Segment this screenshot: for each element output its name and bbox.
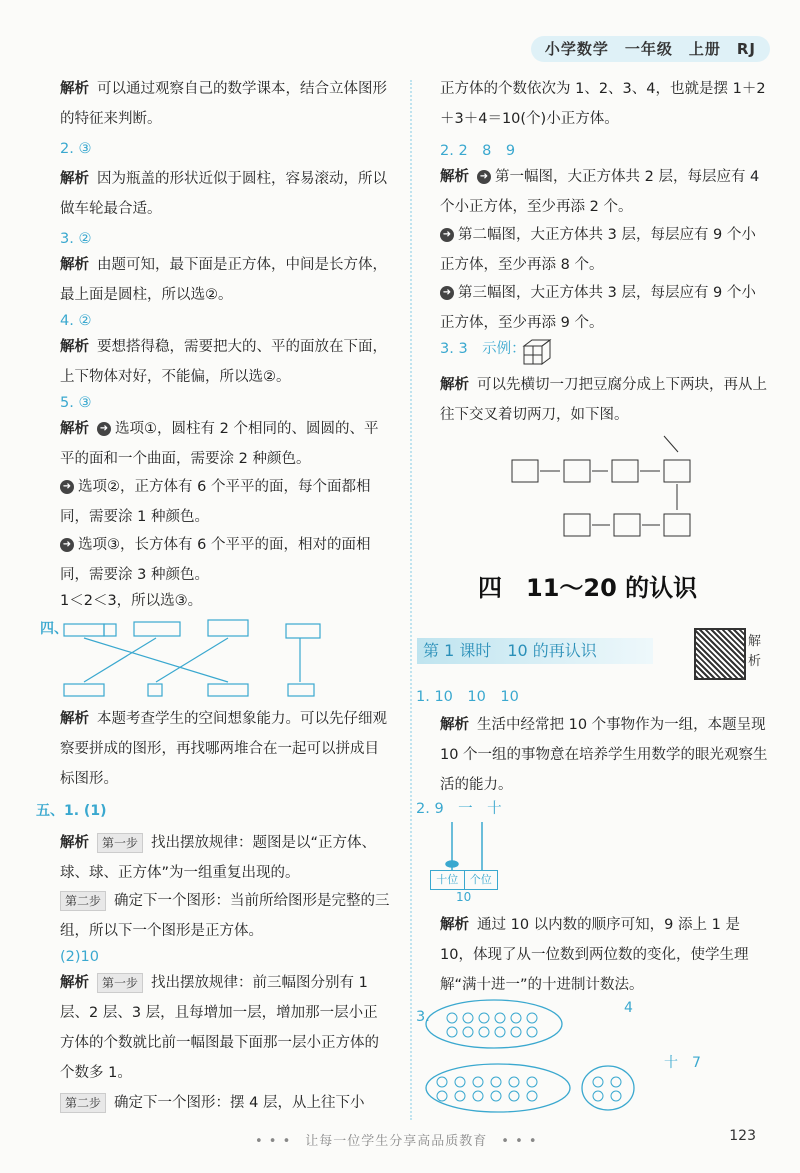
answer: 2. 9 一 十 <box>416 801 502 817</box>
paragraph: 找出摆放规律：题图是以“正方体、球、球、正方体”为一组重复出现的。 <box>60 835 377 881</box>
analysis-label: 解析 <box>60 171 89 187</box>
tens-label: 十位 <box>431 871 465 889</box>
paragraph: 通过 10 以内数的顺序可知，9 添上 1 是 10，体现了从一位数到两位数的变化，使学生理解“满十进一”的十进制计数法。 <box>440 917 749 993</box>
paragraph: 可以通过观察自己的数学课本，结合立体图形的特征来判断。 <box>60 81 387 127</box>
analysis-label: 解析 <box>60 711 89 727</box>
place-value-box <box>430 870 498 890</box>
paragraph: 选项②，正方体有 6 个平平的面，每个面都相同，需要涂 1 种颜色。 <box>60 479 371 525</box>
cube-matching-figure <box>60 616 400 702</box>
text-block <box>440 370 770 430</box>
arrow-icon: ➜ <box>60 538 74 552</box>
footer-slogan: • • • 让每一位学生分享高品质教育 • • • <box>255 1134 538 1149</box>
qr-label: 解析 <box>748 634 762 669</box>
text-block <box>60 1088 390 1118</box>
arrow-icon: ➜ <box>60 480 74 494</box>
answer-seventeen: 十 7 <box>664 1055 701 1071</box>
analysis-label: 解析 <box>440 717 469 733</box>
text-block <box>60 74 390 134</box>
arrow-icon: ➜ <box>477 170 491 184</box>
qr-code[interactable] <box>694 628 746 680</box>
step-badge: 第一步 <box>97 973 143 993</box>
text-block <box>440 278 770 338</box>
step-badge: 第二步 <box>60 1093 106 1113</box>
text-block <box>440 220 770 280</box>
analysis-label: 解析 <box>440 169 469 185</box>
answer: 3. <box>416 1009 430 1025</box>
text-block <box>60 968 390 1088</box>
paragraph: 第一幅图，大正方体共 2 层，每层应有 4 个小正方体，至少再添 2 个。 <box>440 169 760 215</box>
analysis-label: 解析 <box>440 377 469 393</box>
answer: 3. ② <box>60 231 92 247</box>
analysis-label: 解析 <box>60 257 89 273</box>
answer: 3. 3 示例： <box>440 341 526 357</box>
analysis-label: 解析 <box>60 421 89 437</box>
example-cube-icon <box>522 338 552 366</box>
text-block <box>440 910 770 1000</box>
text-block <box>60 828 390 888</box>
ones-label: 个位 <box>469 873 492 886</box>
fruit-grouping-figure <box>422 996 672 1116</box>
paragraph: 选项①，圆柱有 2 个相同的、圆圆的、平平的面和一个曲面，需要涂 2 种颜色。 <box>60 421 379 467</box>
text-block <box>440 710 770 800</box>
paragraph: 本题考查学生的空间想象能力。可以先仔细观察要拼成的图形，再找哪两堆合在一起可以拼成目标图形。 <box>60 711 387 787</box>
section-label: 五、1. (1) <box>36 803 107 819</box>
paragraph: 生活中经常把 10 个事物作为一组，本题呈现 10 个一组的事物意在培养学生用数学的眼光观察生活的能力。 <box>440 717 768 793</box>
analysis-label: 解析 <box>60 339 89 355</box>
answer: (2)10 <box>60 949 99 965</box>
paragraph: 由题可知，最下面是正方体，中间是长方体，最上面是圆柱，所以选②。 <box>60 257 387 303</box>
analysis-label: 解析 <box>60 975 89 991</box>
text-block <box>60 414 390 474</box>
text-block <box>60 704 390 794</box>
paragraph: 第二幅图，大正方体共 3 层，每层应有 9 个小正方体，至少再添 8 个。 <box>440 227 756 273</box>
paragraph: 正方体的个数依次为 1、2、3、4，也就是摆 1＋2＋3＋4＝10(个)小正方体。 <box>440 81 766 127</box>
page-header: 小学数学 一年级 上册 RJ <box>531 36 770 62</box>
text-block <box>60 472 390 532</box>
text-block <box>60 250 390 310</box>
paragraph: 1＜2＜3，所以选③。 <box>60 593 203 609</box>
answer: 5. ③ <box>60 395 92 411</box>
text-block <box>60 164 390 224</box>
step-badge: 第一步 <box>97 833 143 853</box>
paragraph: 可以先横切一刀把豆腐分成上下两块，再从上往下交叉着切两刀，如下图。 <box>440 377 767 423</box>
paragraph: 第三幅图，大正方体共 3 层，每层应有 9 个小正方体，至少再添 9 个。 <box>440 285 756 331</box>
text-block <box>60 886 390 946</box>
answer: 4. ② <box>60 313 92 329</box>
paragraph: 找出摆放规律：前三幅图分别有 1 层、2 层、3 层，且每增加一层，增加那一层小正方体的个数就比前一幅图最下面那一层小正方体的个数多 1。 <box>60 975 379 1081</box>
arrow-icon: ➜ <box>440 286 454 300</box>
answer: 2. 2 8 9 <box>440 143 516 159</box>
analysis-label: 解析 <box>60 81 89 97</box>
analysis-label: 解析 <box>440 917 469 933</box>
answer-four: 4 <box>624 1000 633 1016</box>
paragraph: 确定下一个图形：当前所给图形是完整的三组，所以下一个图形是正方体。 <box>60 893 390 939</box>
paragraph: 确定下一个图形：摆 4 层，从上往下小 <box>114 1095 365 1111</box>
paragraph: 因为瓶盖的形状近似于圆柱，容易滚动，所以做车轮最合适。 <box>60 171 387 217</box>
page-number: 123 <box>729 1128 756 1144</box>
analysis-label: 解析 <box>60 835 89 851</box>
paragraph: 要想搭得稳，需要把大的、平的面放在下面，上下物体对好，不能偏，所以选②。 <box>60 339 387 385</box>
step-badge: 第二步 <box>60 891 106 911</box>
text-block <box>60 332 390 392</box>
text-block <box>440 162 770 222</box>
text-block <box>60 530 390 590</box>
answer: 1. 10 10 10 <box>416 689 519 705</box>
abacus-number: 10 <box>456 890 472 904</box>
lesson-title: 第 1 课时 10 的再认识 <box>417 638 653 664</box>
abacus <box>430 820 500 904</box>
tofu-cutting-figure <box>508 432 708 542</box>
paragraph: 选项③，长方体有 6 个平平的面，相对的面相同，需要涂 3 种颜色。 <box>60 537 371 583</box>
chapter-title: 四 11～20 的认识 <box>478 574 698 602</box>
column-divider <box>410 80 412 1120</box>
arrow-icon: ➜ <box>97 422 111 436</box>
section-label: 四、 <box>40 621 68 637</box>
arrow-icon: ➜ <box>440 228 454 242</box>
answer: 2. ③ <box>60 141 92 157</box>
